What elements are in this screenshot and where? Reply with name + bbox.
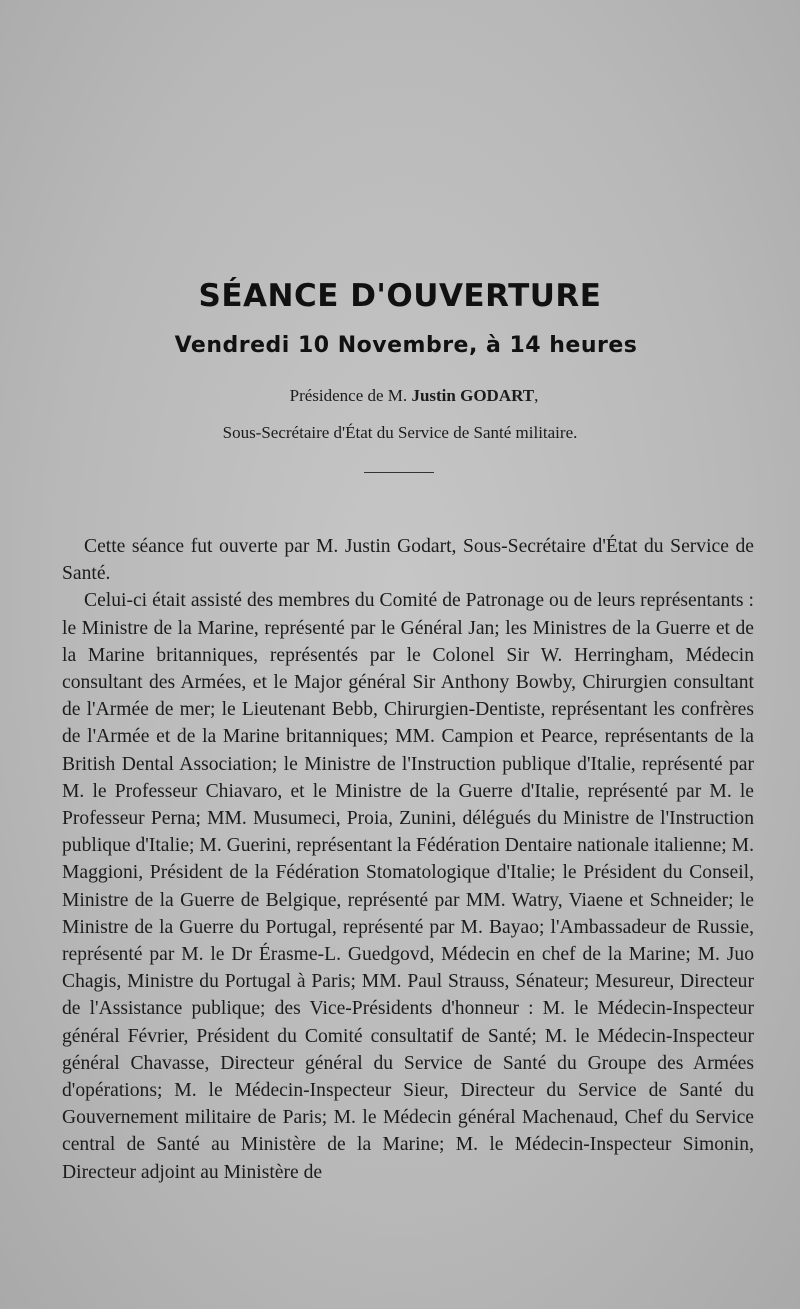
session-date: Vendredi 10 Novembre, à 14 heures xyxy=(174,333,638,358)
president-name: Justin GODART xyxy=(411,386,535,405)
presidence-suffix: , xyxy=(534,386,539,405)
section-divider xyxy=(364,472,434,473)
paragraph-1: Cette séance fut ouverte par M. Justin Godart, Sous-Secrétaire d'État du Service de Santé. xyxy=(62,536,754,585)
president-office: Sous-Secrétaire d'État du Service de Santé militaire. xyxy=(222,423,578,442)
body-text xyxy=(62,533,754,1186)
page-title: SÉANCE D'OUVERTURE xyxy=(198,278,602,314)
presidence-line xyxy=(0,386,800,406)
paragraph-2: Celui-ci était assisté des membres du Comité de Patronage ou de leurs représentants : le Ministre de la Marine, représenté par le Général Jan; les Ministres de la Guerre et de la Marine britanniques, représentés par le Colonel Sir W. Herringham, Médecin consultant des Armées, et le Major général Sir Anthony Bowby, Chirurgien consultant de l'Armée de mer; le Lieutenant Bebb, Chirurgien-Dentiste, représentant les confrères de l'Armée et de la Marine britanniques; MM. Campion et Pearce, représentants de la British Dental Association; le Ministre de l'Instruction publique d'Italie, représenté par M. le Professeur Chiavaro, et le Ministre de la Guerre d'Italie, représenté par M. le Professeur Perna; MM. Musumeci, Proia, Zunini, délégués du Ministre de l'Instruction publique d'Italie; M. Guerini, représentant la Fédération Dentaire nationale italienne; M. Maggioni, Président de la Fédération Stomatologique d'Italie; le Président du Conseil, Ministre de la Guerre de Belgique, représenté par MM. Watry, Viaene et Schneider; le Ministre de la Guerre du Portugal, représenté par M. Bayao; l'Ambassadeur de Russie, représenté par M. le Dr Érasme-L. Guedgovd, Médecin en chef de la Marine; M. Juo Chagis, Ministre du Portugal à Paris; MM. Paul Strauss, Sénateur; Mesureur, Directeur de l'Assistance publique; des Vice-Présidents d'honneur : M. le Médecin-Inspecteur général Février, Président du Comité consultatif de Santé; M. le Médecin-Inspecteur général Chavasse, Directeur général du Service de Santé du Groupe des Armées d'opérations; M. le Médecin-Inspecteur Sieur, Directeur du Service de Santé du Gouvernement militaire de Paris; M. le Médecin général Machenaud, Chef du Service central de Santé au Ministère de la Marine; M. le Médecin-Inspecteur Simonin, Directeur adjoint au Ministère de xyxy=(62,590,754,1183)
presidence-prefix: Présidence de M. xyxy=(289,386,412,405)
